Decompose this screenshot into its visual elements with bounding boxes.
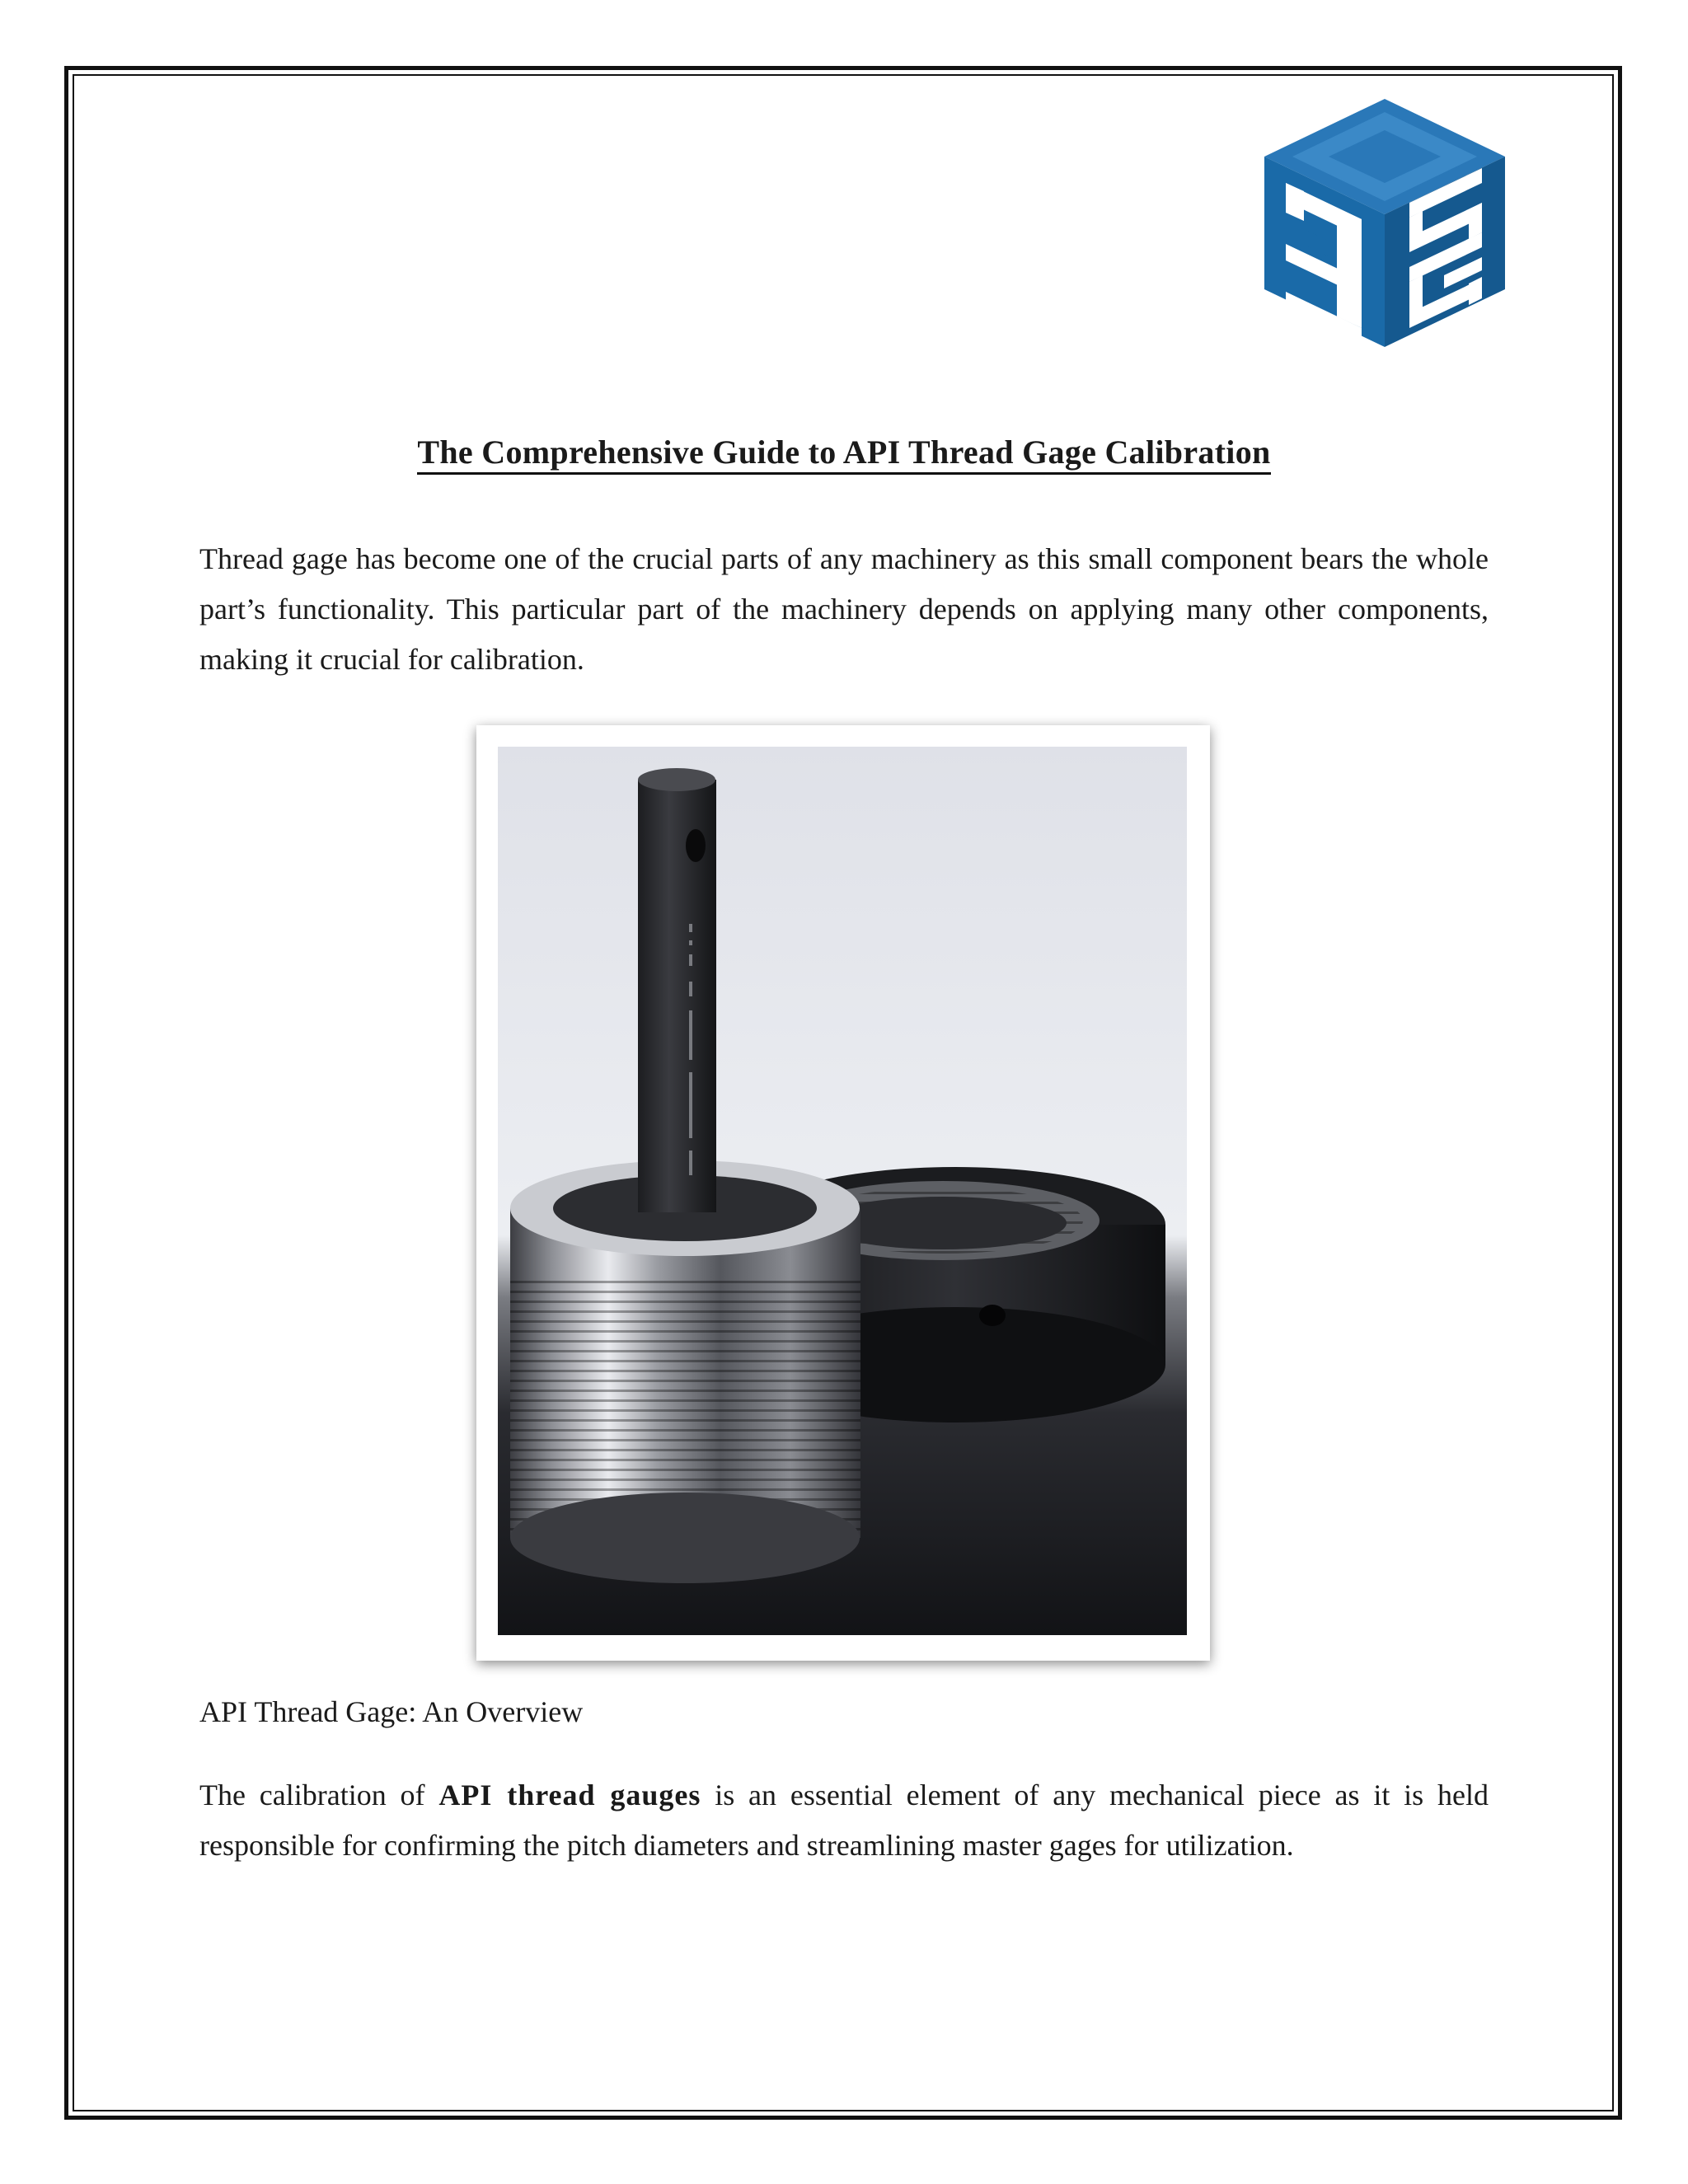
photo-frame [476, 725, 1210, 1661]
body-text-before: The calibration of [199, 1779, 439, 1811]
thread-gage-photo [498, 747, 1187, 1635]
body-text-after: is an essential element of any mechanical piece as it is held responsible for confirming the pitch diameters and streamlining master gages for utilization. [199, 1779, 1489, 1862]
section-heading: API Thread Gage: An Overview [199, 1695, 584, 1728]
title-text: The Comprehensive Guide to API Thread Gage Calibration [417, 434, 1270, 475]
company-logo-icon [1261, 97, 1508, 349]
body-paragraph [199, 1770, 1489, 1871]
intro-paragraph: Thread gage has become one of the crucial parts of any machinery as this small component bears the whole part’s functionality. This particular part of the machinery depends on applying many other components, making it crucial for calibration. [199, 542, 1489, 676]
page-title [0, 433, 1688, 471]
body-text-bold-link: API thread gauges [438, 1779, 701, 1811]
